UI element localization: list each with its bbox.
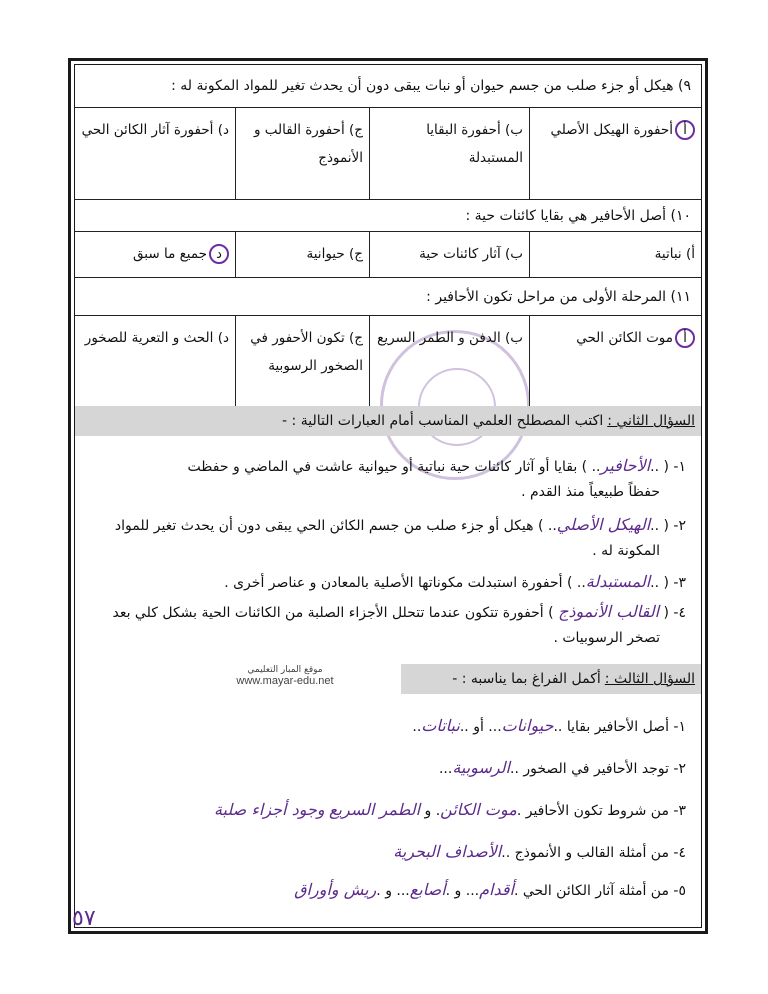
- s2-item-2-cont: المكونة له .: [592, 543, 660, 559]
- section-3-instruction: أكمل الفراغ بما يناسبه : -: [452, 671, 601, 687]
- option-b[interactable]: ب) آثار كائنات حية: [369, 232, 529, 277]
- option-a[interactable]: أموت الكائن الحي: [529, 316, 701, 406]
- section-2-header: [75, 406, 701, 436]
- handwritten-answer[interactable]: المستبدلة: [585, 572, 651, 591]
- answer-circle: أ: [675, 120, 695, 140]
- s3-item-5: ٥- من أمثلة آثار الكائن الحي .أقدام... و .أصابع... و .ريش وأوراق: [294, 880, 686, 899]
- option-a[interactable]: أ) نباتية: [529, 232, 701, 277]
- handwritten-answer[interactable]: أصابع: [409, 880, 446, 899]
- handwritten-answer[interactable]: نباتات: [421, 716, 460, 735]
- site-logo: موقع المبار التعليمي www.mayar-edu.net: [236, 665, 334, 687]
- option-c[interactable]: ج) تكون الأحفور في الصخور الرسوبية: [235, 316, 369, 406]
- handwritten-answer[interactable]: أقدام: [479, 880, 514, 899]
- s2-item-1: ١- ( ..الأحافير.. ) بقايا أو آثار كائنات حية نباتية أو حيوانية عاشت في الماضي و حفظت: [187, 456, 686, 475]
- question-10-text: ١٠) أصل الأحافير هي بقايا كائنات حية :: [465, 207, 691, 224]
- handwritten-answer[interactable]: الهيكل الأصلي: [556, 515, 651, 534]
- option-d[interactable]: دجميع ما سبق: [75, 232, 235, 277]
- option-c[interactable]: ج) حيوانية: [235, 232, 369, 277]
- page-number: ٥٧: [72, 906, 96, 931]
- question-11-text: ١١) المرحلة الأولى من مراحل تكون الأحافير :: [426, 288, 691, 305]
- s3-item-2: ٢- توجد الأحافير في الصخور ..الرسوبية...: [438, 758, 686, 777]
- handwritten-answer[interactable]: حيوانات: [501, 716, 554, 735]
- s2-item-4-cont: تصخر الرسوبيات .: [553, 630, 660, 646]
- question-9-options: [75, 108, 701, 200]
- s2-item-4: ٤- ( القالب الأنموذج ) أحفورة تتكون عندما تتحلل الأجزاء الصلبة من الكائنات الحية بشكل كلي بعد: [112, 602, 686, 621]
- question-11: [75, 278, 701, 316]
- answer-circle: أ: [675, 328, 695, 348]
- handwritten-answer[interactable]: وجود أجزاء صلبة: [213, 800, 325, 819]
- option-d[interactable]: د) أحفورة آثار الكائن الحي: [81, 122, 229, 138]
- section-2-label: السؤال الثاني :: [607, 413, 695, 429]
- handwritten-answer[interactable]: الطمر السريع: [329, 800, 421, 819]
- s2-item-1-cont: حفظاً طبيعياً منذ القدم .: [521, 484, 660, 500]
- question-11-options: [75, 316, 701, 406]
- section-2-instruction: اكتب المصطلح العلمي المناسب أمام العبارات التالية : -: [282, 413, 604, 429]
- handwritten-answer[interactable]: الرسوبية: [452, 758, 510, 777]
- s3-item-3: ٣- من شروط تكون الأحافير .موت الكائن. و الطمر السريع وجود أجزاء صلبة: [213, 800, 686, 819]
- option-b[interactable]: ب) الدفن و الطمر السريع: [369, 316, 529, 406]
- question-9: [75, 65, 701, 108]
- handwritten-answer[interactable]: موت الكائن: [440, 800, 517, 819]
- option-a[interactable]: أأحفورة الهيكل الأصلي: [529, 108, 701, 199]
- s2-item-2: ٢- ( ..الهيكل الأصلي.. ) هيكل أو جزء صلب من جسم الكائن الحي يبقى دون أن يحدث تغير للمواد: [114, 515, 686, 534]
- option-b[interactable]: ب) أحفورة البقايا المستبدلة: [369, 108, 529, 199]
- section-3-label: السؤال الثالث :: [604, 671, 695, 687]
- answer-circle: د: [209, 244, 229, 264]
- s3-item-1: ١- أصل الأحافير بقايا ..حيوانات... أو ..نباتات..: [412, 716, 686, 735]
- question-10: [75, 200, 701, 232]
- handwritten-answer[interactable]: القالب الأنموذج: [558, 602, 660, 621]
- s3-item-4: ٤- من أمثلة القالب و الأنموذج ..الأصداف البحرية: [393, 842, 686, 861]
- handwritten-answer[interactable]: الأصداف البحرية: [393, 842, 502, 861]
- handwritten-answer[interactable]: ريش وأوراق: [294, 880, 377, 899]
- section-3-header: [401, 664, 701, 694]
- handwritten-answer[interactable]: الأحافير: [600, 456, 651, 475]
- question-9-text: ٩) هيكل أو جزء صلب من جسم حيوان أو نبات يبقى دون أن يحدث تغير للمواد المكونة له :: [171, 78, 691, 94]
- question-10-options: [75, 232, 701, 278]
- option-d[interactable]: د) الحث و التعرية للصخور: [84, 330, 229, 346]
- option-c[interactable]: ج) أحفورة القالب و الأنموذج: [235, 108, 369, 199]
- s2-item-3: ٣- ( ..المستبدلة.. ) أحفورة استبدلت مكوناتها الأصلية بالمعادن و عناصر أخرى .: [224, 572, 686, 591]
